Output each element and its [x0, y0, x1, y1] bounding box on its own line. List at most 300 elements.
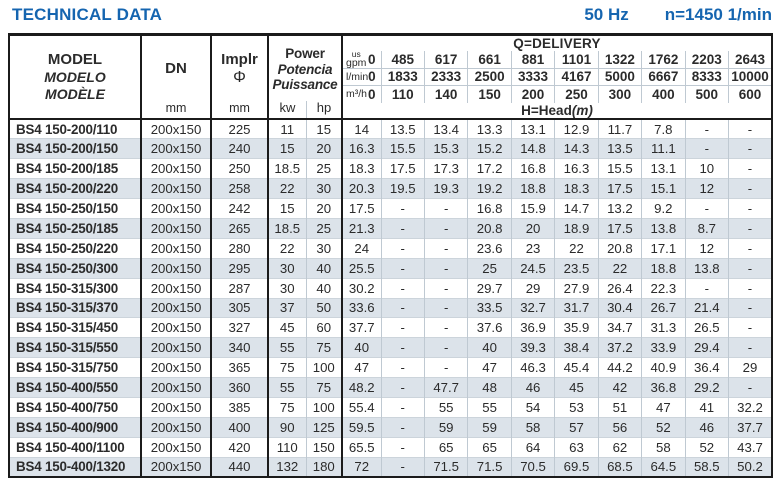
head-value-cell: 47.7 [424, 378, 467, 398]
hp-cell: 30 [306, 238, 342, 258]
head-value-cell: 65.5 [342, 437, 381, 457]
head-value-cell: 48 [468, 378, 511, 398]
head-label: H=Head [521, 102, 572, 118]
head-value-cell: - [729, 298, 773, 318]
head-value-cell: - [381, 318, 424, 338]
head-value-cell: 18.9 [555, 218, 598, 238]
model-cell: BS4 150-315/750 [9, 358, 141, 378]
head-value-cell: 29.7 [468, 278, 511, 298]
dn-cell: 200x150 [141, 218, 211, 238]
head-value-cell: 36.8 [642, 378, 685, 398]
model-cell: BS4 150-200/220 [9, 179, 141, 199]
head-value-cell: 52 [642, 417, 685, 437]
head-value-cell: 17.5 [342, 199, 381, 219]
kw-cell: 22 [268, 238, 306, 258]
head-value-cell: 39.3 [511, 338, 554, 358]
head-value-cell: 17.5 [598, 179, 641, 199]
head-value-cell: 20.3 [342, 179, 381, 199]
delivery-header-value: 600 [729, 86, 773, 103]
table-row [9, 258, 772, 278]
model-cell: BS4 150-400/550 [9, 378, 141, 398]
head-value-cell: 55.4 [342, 397, 381, 417]
head-value-cell: 15.2 [468, 139, 511, 159]
impeller-cell: 365 [211, 358, 268, 378]
head-value-cell: - [424, 318, 467, 338]
head-value-cell: 20.8 [468, 218, 511, 238]
dn-cell: 200x150 [141, 159, 211, 179]
head-value-cell: 15.3 [424, 139, 467, 159]
hp-cell: 30 [306, 179, 342, 199]
head-value-cell: - [729, 378, 773, 398]
head-value-cell: - [424, 218, 467, 238]
head-value-cell: - [424, 298, 467, 318]
phi-symbol: Φ [233, 68, 246, 86]
head-value-cell: 13.1 [642, 159, 685, 179]
head-value-cell: 13.3 [468, 119, 511, 139]
kw-unit-label: kw [279, 100, 296, 115]
head-value-cell: 22 [555, 238, 598, 258]
head-value-cell: - [729, 338, 773, 358]
delivery-header-value: 5000 [598, 68, 641, 85]
head-value-cell: - [729, 179, 773, 199]
head-value-cell: 40 [468, 338, 511, 358]
head-value-cell: - [381, 437, 424, 457]
kw-cell: 55 [268, 338, 306, 358]
head-value-cell: 48.2 [342, 378, 381, 398]
table-row [9, 318, 772, 338]
head-value-cell: 11.1 [642, 139, 685, 159]
delivery-header-value: 140 [424, 86, 467, 103]
head-value-cell: 56 [598, 417, 641, 437]
head-value-cell: - [381, 358, 424, 378]
head-value-cell: 46 [685, 417, 728, 437]
model-cell: BS4 150-400/1100 [9, 437, 141, 457]
head-value-cell: 32.7 [511, 298, 554, 318]
delivery-unit-cell [342, 86, 381, 103]
impeller-cell: 258 [211, 179, 268, 199]
impeller-label: Implr [221, 50, 258, 68]
head-value-cell: 13.5 [381, 119, 424, 139]
head-value-cell: 18.3 [555, 179, 598, 199]
power-header-en: Power [285, 45, 325, 61]
head-value-cell: 40.9 [642, 358, 685, 378]
hp-cell: 15 [306, 119, 342, 139]
head-value-cell: 13.2 [598, 199, 641, 219]
page-header [12, 5, 772, 25]
table-row [9, 397, 772, 417]
table-row [9, 437, 772, 457]
head-value-cell: - [424, 199, 467, 219]
delivery-zero-value: 0 [368, 69, 376, 85]
head-value-cell: 65 [424, 437, 467, 457]
impeller-cell: 240 [211, 139, 268, 159]
head-value-cell: - [424, 278, 467, 298]
head-value-cell: 44.2 [598, 358, 641, 378]
hp-cell: 40 [306, 278, 342, 298]
head-value-cell: 15.5 [381, 139, 424, 159]
impeller-cell: 265 [211, 218, 268, 238]
model-cell: BS4 150-250/220 [9, 238, 141, 258]
head-value-cell: 50.2 [729, 457, 773, 477]
head-value-cell: 19.2 [468, 179, 511, 199]
head-value-cell: 17.5 [381, 159, 424, 179]
model-cell: BS4 150-315/370 [9, 298, 141, 318]
head-value-cell: 58 [511, 417, 554, 437]
head-value-cell: 9.2 [642, 199, 685, 219]
hp-cell: 100 [306, 358, 342, 378]
head-value-cell: 29.2 [685, 378, 728, 398]
model-cell: BS4 150-400/750 [9, 397, 141, 417]
hp-cell: 150 [306, 437, 342, 457]
head-value-cell: 13.5 [598, 139, 641, 159]
head-value-cell: - [381, 378, 424, 398]
delivery-header-value: 200 [511, 86, 554, 103]
head-value-cell: 33.6 [342, 298, 381, 318]
delivery-header-value: 150 [468, 86, 511, 103]
head-value-cell: - [685, 139, 728, 159]
dn-cell: 200x150 [141, 338, 211, 358]
table-row [9, 159, 772, 179]
hp-cell: 60 [306, 318, 342, 338]
head-value-cell: 20 [511, 218, 554, 238]
head-value-cell: - [381, 258, 424, 278]
head-value-cell: 54 [511, 397, 554, 417]
kw-cell: 37 [268, 298, 306, 318]
head-value-cell: - [424, 358, 467, 378]
head-value-cell: 46.3 [511, 358, 554, 378]
head-value-cell: 18.8 [642, 258, 685, 278]
head-value-cell: 17.1 [642, 238, 685, 258]
head-value-cell: 26.7 [642, 298, 685, 318]
model-header-es: MODELO [44, 69, 106, 86]
head-unit: (m) [571, 102, 593, 118]
impeller-cell: 295 [211, 258, 268, 278]
model-cell: BS4 150-250/300 [9, 258, 141, 278]
head-value-cell: - [685, 119, 728, 139]
head-value-cell: 55 [468, 397, 511, 417]
head-value-cell: 32.2 [729, 397, 773, 417]
delivery-header-value: 400 [642, 86, 685, 103]
head-value-cell: 11.7 [598, 119, 641, 139]
model-cell: BS4 150-315/450 [9, 318, 141, 338]
model-cell: BS4 150-400/900 [9, 417, 141, 437]
delivery-unit-cell [342, 68, 381, 85]
kw-cell: 15 [268, 139, 306, 159]
table-row [9, 457, 772, 477]
delivery-header-value: 2333 [424, 68, 467, 85]
head-value-cell: - [381, 417, 424, 437]
head-value-cell: 12 [685, 238, 728, 258]
delivery-header-value: 485 [381, 51, 424, 68]
head-value-cell: 24 [342, 238, 381, 258]
head-value-cell: 16.3 [342, 139, 381, 159]
head-value-cell: 55 [424, 397, 467, 417]
power-header-es: Potencia [277, 61, 333, 77]
table-row [9, 218, 772, 238]
delivery-title: Q=DELIVERY [513, 36, 601, 52]
dn-unit: mm [165, 100, 187, 115]
dn-cell: 200x150 [141, 437, 211, 457]
head-value-cell: - [381, 278, 424, 298]
head-value-cell: 34.7 [598, 318, 641, 338]
head-value-cell: 23.5 [555, 258, 598, 278]
power-units [269, 101, 341, 118]
impeller-cell: 225 [211, 119, 268, 139]
head-value-cell: 37.7 [342, 318, 381, 338]
head-value-cell: 16.8 [511, 159, 554, 179]
table-row [9, 298, 772, 318]
kw-cell: 18.5 [268, 218, 306, 238]
hp-unit-label: hp [306, 101, 341, 118]
kw-cell: 30 [268, 258, 306, 278]
head-value-cell: - [685, 199, 728, 219]
head-value-cell: 7.8 [642, 119, 685, 139]
dn-column-header [141, 35, 211, 120]
head-value-cell: 14.8 [511, 139, 554, 159]
table-row [9, 179, 772, 199]
delivery-zero-value: 0 [367, 52, 376, 68]
dn-cell: 200x150 [141, 278, 211, 298]
hp-cell: 100 [306, 397, 342, 417]
head-value-cell: - [381, 218, 424, 238]
head-value-cell: - [729, 199, 773, 219]
head-value-cell: 15.5 [598, 159, 641, 179]
head-value-cell: 12 [685, 179, 728, 199]
head-value-cell: 13.4 [424, 119, 467, 139]
head-value-cell: 42 [598, 378, 641, 398]
head-value-cell: 30.4 [598, 298, 641, 318]
hp-cell: 75 [306, 378, 342, 398]
head-value-cell: - [424, 338, 467, 358]
head-value-cell: 16.3 [555, 159, 598, 179]
model-cell: BS4 150-250/185 [9, 218, 141, 238]
power-header-fr: Puissance [272, 77, 338, 93]
table-row [9, 238, 772, 258]
dn-cell: 200x150 [141, 417, 211, 437]
head-value-cell: - [729, 318, 773, 338]
model-header-fr: MODÈLE [45, 86, 105, 102]
kw-cell: 18.5 [268, 159, 306, 179]
head-value-cell: 20.8 [598, 238, 641, 258]
head-value-cell: - [729, 278, 773, 298]
head-value-cell: 37.7 [729, 417, 773, 437]
head-value-cell: 47 [468, 358, 511, 378]
head-value-cell: 38.4 [555, 338, 598, 358]
delivery-header-value: 661 [468, 51, 511, 68]
head-value-cell: 18.3 [342, 159, 381, 179]
head-value-cell: 17.2 [468, 159, 511, 179]
delivery-header-value: 881 [511, 51, 554, 68]
hp-cell: 20 [306, 199, 342, 219]
head-value-cell: 31.7 [555, 298, 598, 318]
head-value-cell: 24.5 [511, 258, 554, 278]
impeller-column-header [211, 35, 268, 120]
head-value-cell: 58 [642, 437, 685, 457]
head-value-cell: 22 [598, 258, 641, 278]
dn-cell: 200x150 [141, 358, 211, 378]
hp-cell: 20 [306, 139, 342, 159]
model-column-header [9, 35, 141, 120]
head-value-cell: 15.9 [511, 199, 554, 219]
delivery-header-value: 300 [598, 86, 641, 103]
impeller-cell: 280 [211, 238, 268, 258]
head-value-cell: 13.1 [511, 119, 554, 139]
kw-cell: 90 [268, 417, 306, 437]
impeller-cell: 440 [211, 457, 268, 477]
head-value-cell: 19.5 [381, 179, 424, 199]
delivery-unit-cell [342, 51, 381, 68]
delivery-header-value: 3333 [511, 68, 554, 85]
hp-cell: 25 [306, 159, 342, 179]
head-value-cell: - [424, 238, 467, 258]
head-value-cell: 68.5 [598, 457, 641, 477]
table-body [9, 119, 772, 477]
table-row [9, 338, 772, 358]
table-row [9, 417, 772, 437]
head-value-cell: 33.9 [642, 338, 685, 358]
head-value-cell: 36.4 [685, 358, 728, 378]
head-value-cell: 19.3 [424, 179, 467, 199]
head-value-cell: 29 [729, 358, 773, 378]
kw-cell: 75 [268, 397, 306, 417]
head-value-cell: 29.4 [685, 338, 728, 358]
delivery-header-value: 250 [555, 86, 598, 103]
head-value-cell: 70.5 [511, 457, 554, 477]
head-value-cell: 14.7 [555, 199, 598, 219]
dn-cell: 200x150 [141, 238, 211, 258]
head-value-cell: - [424, 258, 467, 278]
unit-label: gpm [346, 56, 367, 69]
head-value-cell: 35.9 [555, 318, 598, 338]
head-value-cell: - [685, 278, 728, 298]
kw-cell: 30 [268, 278, 306, 298]
head-value-cell: 33.5 [468, 298, 511, 318]
table-row [9, 119, 772, 139]
hp-cell: 40 [306, 258, 342, 278]
delivery-header-value: 1322 [598, 51, 641, 68]
dn-cell: 200x150 [141, 378, 211, 398]
dn-cell: 200x150 [141, 139, 211, 159]
model-cell: BS4 150-250/150 [9, 199, 141, 219]
delivery-header-value: 1762 [642, 51, 685, 68]
table-row [9, 358, 772, 378]
head-value-cell: 51 [598, 397, 641, 417]
head-value-cell: 58.5 [685, 457, 728, 477]
model-header-en: MODEL [47, 51, 103, 69]
head-value-cell: 69.5 [555, 457, 598, 477]
kw-cell: 45 [268, 318, 306, 338]
head-value-cell: - [729, 258, 773, 278]
head-value-cell: - [381, 338, 424, 358]
head-value-cell: - [381, 199, 424, 219]
unit-label: l/min [346, 70, 369, 83]
kw-cell: 11 [268, 119, 306, 139]
impeller-cell: 250 [211, 159, 268, 179]
delivery-header-value: 2500 [468, 68, 511, 85]
head-value-cell: 62 [598, 437, 641, 457]
head-value-cell: 47 [342, 358, 381, 378]
head-value-cell: 71.5 [468, 457, 511, 477]
head-value-cell: 23.6 [468, 238, 511, 258]
frequency-label: 50 Hz [584, 5, 629, 24]
head-value-cell: 43.7 [729, 437, 773, 457]
head-value-cell: 25.5 [342, 258, 381, 278]
impeller-cell: 242 [211, 199, 268, 219]
power-column-header [268, 35, 342, 120]
dn-cell: 200x150 [141, 199, 211, 219]
hp-cell: 180 [306, 457, 342, 477]
table-row [9, 199, 772, 219]
head-value-cell: 64.5 [642, 457, 685, 477]
dn-label: DN [165, 59, 187, 77]
dn-cell: 200x150 [141, 119, 211, 139]
head-value-cell: 8.7 [685, 218, 728, 238]
head-value-cell: - [729, 238, 773, 258]
head-value-cell: 59 [424, 417, 467, 437]
head-value-cell: 65 [468, 437, 511, 457]
delivery-header-value: 1101 [555, 51, 598, 68]
head-value-cell: 17.5 [598, 218, 641, 238]
delivery-header-value: 10000 [729, 68, 773, 85]
head-value-cell: 36.9 [511, 318, 554, 338]
head-value-cell: - [729, 218, 773, 238]
delivery-header-value: 8333 [685, 68, 728, 85]
head-value-cell: 59.5 [342, 417, 381, 437]
impeller-cell: 287 [211, 278, 268, 298]
dn-cell: 200x150 [141, 298, 211, 318]
head-value-cell: 18.8 [511, 179, 554, 199]
table-row [9, 139, 772, 159]
delivery-zero-value: 0 [367, 86, 376, 102]
head-value-cell: 13.8 [642, 218, 685, 238]
head-value-cell: 10 [685, 159, 728, 179]
head-value-cell: 63 [555, 437, 598, 457]
table-row [9, 378, 772, 398]
model-cell: BS4 150-200/110 [9, 119, 141, 139]
model-cell: BS4 150-200/150 [9, 139, 141, 159]
head-value-cell: 16.8 [468, 199, 511, 219]
head-value-cell: 46 [511, 378, 554, 398]
impeller-cell: 385 [211, 397, 268, 417]
table-header [9, 35, 772, 120]
head-value-cell: 29 [511, 278, 554, 298]
delivery-header-value: 4167 [555, 68, 598, 85]
model-cell: BS4 150-315/300 [9, 278, 141, 298]
head-value-cell: 26.5 [685, 318, 728, 338]
dn-cell: 200x150 [141, 179, 211, 199]
head-title [342, 103, 772, 119]
page-title: TECHNICAL DATA [12, 5, 163, 24]
head-value-cell: 59 [468, 417, 511, 437]
head-value-cell: 25 [468, 258, 511, 278]
unit-label: m³/h [346, 87, 367, 100]
head-value-cell: - [729, 119, 773, 139]
head-value-cell: 30.2 [342, 278, 381, 298]
delivery-header-value: 2643 [729, 51, 773, 68]
head-value-cell: 27.9 [555, 278, 598, 298]
kw-cell: 55 [268, 378, 306, 398]
head-value-cell: 40 [342, 338, 381, 358]
delivery-header-value: 2203 [685, 51, 728, 68]
impeller-cell: 305 [211, 298, 268, 318]
delivery-header-value: 617 [424, 51, 467, 68]
head-value-cell: 64 [511, 437, 554, 457]
head-value-cell: 21.4 [685, 298, 728, 318]
head-value-cell: 15.1 [642, 179, 685, 199]
technical-data-table [8, 33, 773, 478]
head-value-cell: 53 [555, 397, 598, 417]
delivery-header-value: 500 [685, 86, 728, 103]
